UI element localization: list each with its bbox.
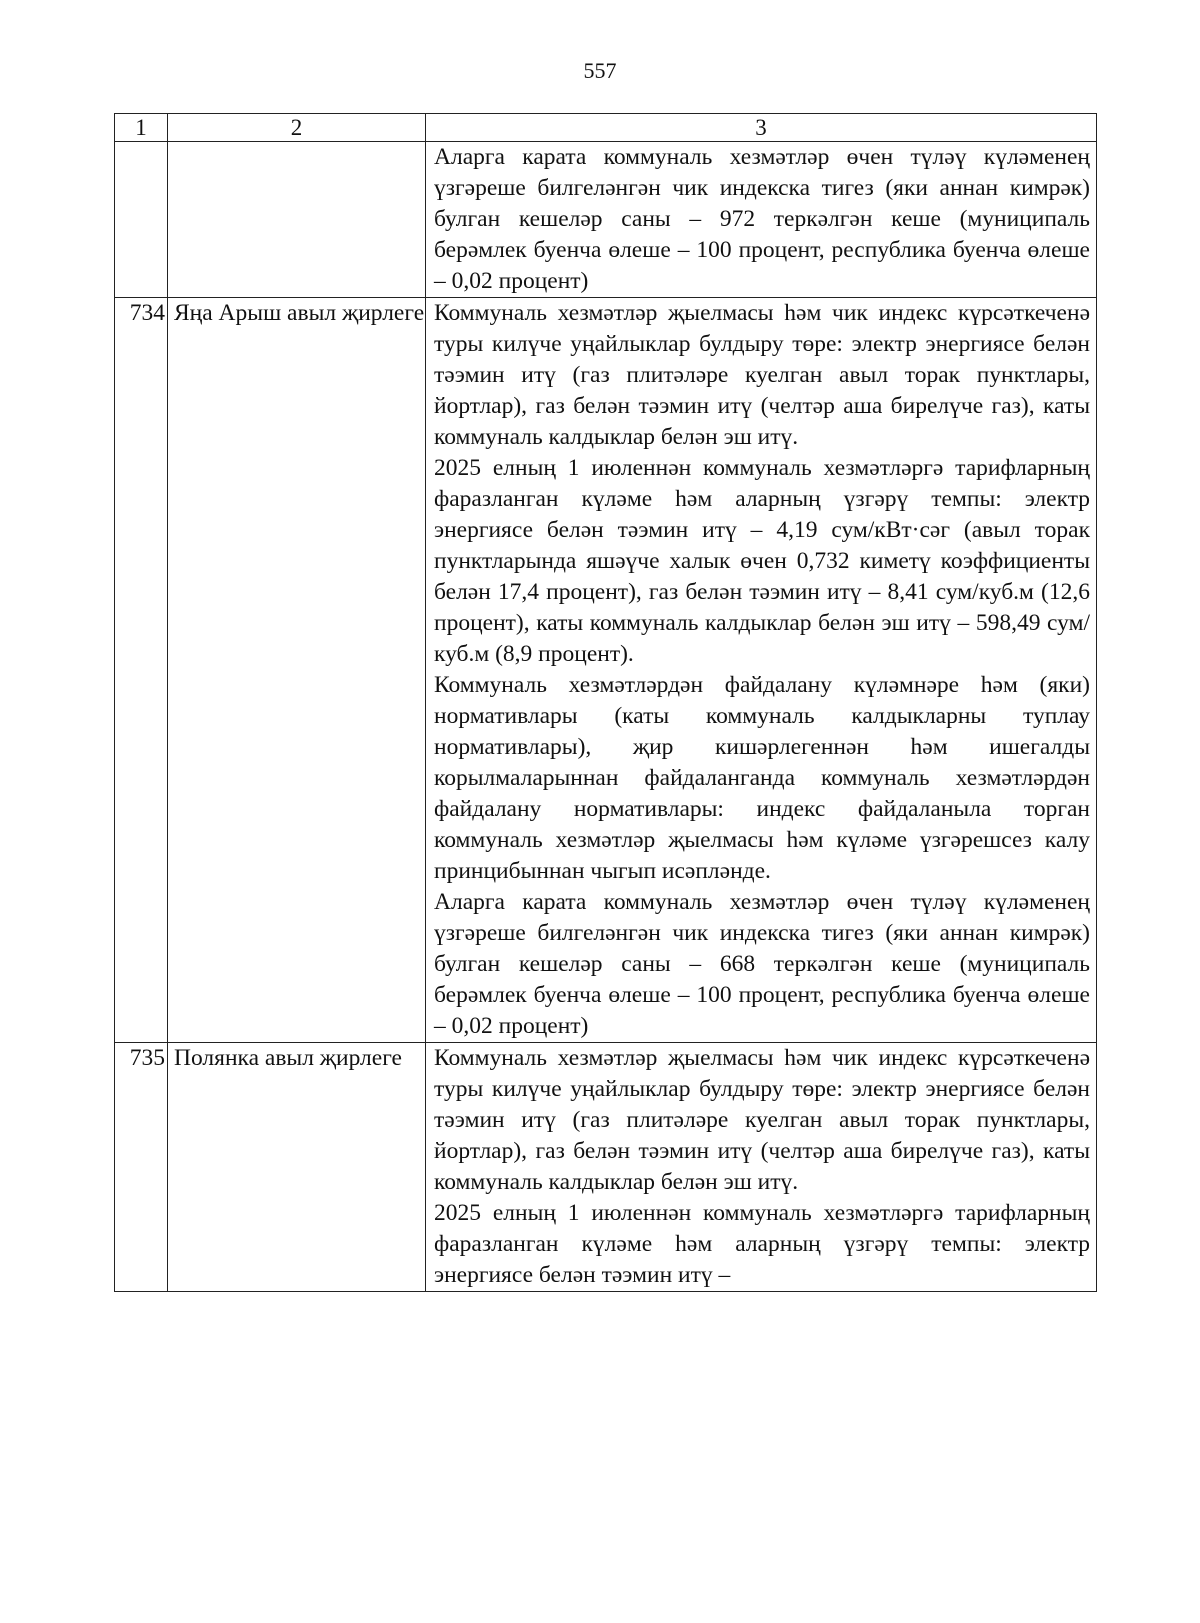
paragraph: Аларга карата коммуналь хезмәтләр өчен түләү күләменең үзгәреше билгеләнгән чик индекска тигез (яки аннан кимрәк) булган кешеләр саны – 668 теркәлгән кеше (муниципаль берәмлек буенча өлеше – 100 процент, республика буенча өлеше – 0,02 процент)	[434, 889, 1090, 1039]
paragraph: Коммуналь хезмәтләрдән файдалану күләмнәре һәм (яки) нормативлары (каты коммуналь калдыкларны туплау нормативлары), җир кишәрлегеннән һәм ишегалды корылмаларыннан файдаланганда коммуналь хезмәтләрдән файдалану нормативлары: индекс файдаланыла торган коммуналь хезмәтләр җыелмасы һәм күләме үзгәрешсез калу принцибыннан чыгып исәпләнде.	[434, 672, 1090, 884]
settlement-name: Яңа Арыш авыл җирлеге	[168, 298, 426, 1043]
row-number: 735	[115, 1043, 168, 1292]
row-number: 734	[115, 298, 168, 1043]
table-row	[115, 142, 1097, 298]
paragraph: 2025 елның 1 июленнән коммуналь хезмәтләргә тарифларның фаразланган күләме һәм аларның үзгәрү темпы: электр энергиясе белән тәэмин итү –	[434, 1200, 1090, 1288]
header-col-2: 2	[168, 114, 426, 142]
tariff-table	[114, 113, 1097, 1292]
row-number	[115, 142, 168, 298]
row-description	[426, 142, 1097, 298]
table-header-row	[115, 114, 1097, 142]
header-col-3: 3	[426, 114, 1097, 142]
header-col-1: 1	[115, 114, 168, 142]
paragraph: Коммуналь хезмәтләр җыелмасы һәм чик индекс күрсәткеченә туры килүче уңайлыклар булдыру төре: электр энергиясе белән тәэмин итү (газ плитәләре куелган авыл торак пунктлары, йортлар), газ белән тәэмин итү (челтәр аша бирелүче газ), каты коммуналь калдыклар белән эш итү.	[434, 1045, 1090, 1195]
table-row	[115, 298, 1097, 1043]
paragraph: Коммуналь хезмәтләр җыелмасы һәм чик индекс күрсәткеченә туры килүче уңайлыклар булдыру төре: электр энергиясе белән тәэмин итү (газ плитәләре куелган авыл торак пунктлары, йортлар), газ белән тәэмин итү (челтәр аша бирелүче газ), каты коммуналь калдыклар белән эш итү.	[434, 300, 1090, 450]
paragraph: 2025 елның 1 июленнән коммуналь хезмәтләргә тарифларның фаразланган күләме һәм аларның үзгәрү темпы: электр энергиясе белән тәэмин итү – 4,19 сум/кВт·сәг (авыл торак пунктларында яшәүче халык өчен 0,732 киметү коэффициенты белән 17,4 процент), газ белән тәэмин итү – 8,41 сум/куб.м (12,6 процент), каты коммуналь калдыклар белән эш итү – 598,49 сум/куб.м (8,9 процент).	[434, 455, 1090, 667]
page-number: 557	[583, 58, 617, 83]
settlement-name: Полянка авыл җирлеге	[168, 1043, 426, 1292]
paragraph: Аларга карата коммуналь хезмәтләр өчен түләү күләменең үзгәреше билгеләнгән чик индекска тигез (яки аннан кимрәк) булган кешеләр саны – 972 теркәлгән кеше (муниципаль берәмлек буенча өлеше – 100 процент, республика буенча өлеше – 0,02 процент)	[434, 144, 1090, 294]
table-row	[115, 1043, 1097, 1292]
row-description	[426, 1043, 1097, 1292]
settlement-name	[168, 142, 426, 298]
row-description	[426, 298, 1097, 1043]
